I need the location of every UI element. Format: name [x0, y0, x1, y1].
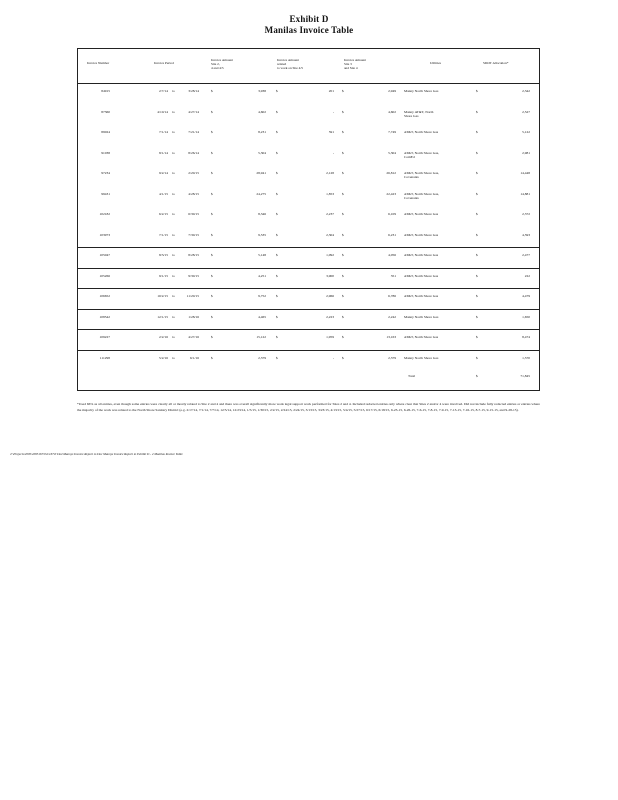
invoice-amount: 8,231 [258, 130, 266, 134]
sdot-allocation: 2,342 [522, 89, 530, 93]
period-end: 4/28/15 [188, 191, 199, 196]
sdot-allocation: 14,881 [520, 191, 530, 196]
currency-symbol: $ [276, 171, 278, 175]
period-start: 9/2/14 [159, 171, 168, 175]
currency-symbol: $ [276, 232, 278, 237]
header-invoice-period: Invoice Period [154, 61, 174, 65]
related-amount: 2,949 [388, 89, 396, 93]
period-end: 8/28/15 [188, 253, 199, 257]
period-end: 6/30/15 [188, 212, 199, 216]
utilities: Manny North Shore Gas [404, 314, 439, 319]
period-to: to [172, 212, 175, 216]
period-to: to [172, 294, 175, 298]
invoice-number: 108542 [99, 314, 110, 319]
sdot-allocation: 14,448 [520, 171, 530, 175]
related-amount: 13,163 [386, 335, 396, 339]
currency-symbol: $ [342, 314, 344, 319]
invoice-number: 99431 [101, 191, 110, 196]
work-amount: - [332, 150, 334, 155]
currency-symbol: $ [342, 294, 344, 298]
currency-symbol: $ [276, 355, 278, 360]
currency-symbol: $ [276, 150, 278, 155]
utilities: Manny North Shore Gas [404, 89, 439, 93]
utilities: AT&T, North Shore Gas [404, 294, 439, 298]
period-start: 7/1/14 [159, 130, 168, 134]
work-amount: 2,966 [326, 294, 334, 298]
utilities: AT&T, North Shore Gas, Covenants [404, 171, 440, 180]
invoice-amount: 9,752 [258, 294, 266, 298]
invoice-amount: 4,465 [258, 314, 266, 319]
currency-symbol: $ [342, 130, 344, 134]
total-label: Total [408, 374, 416, 378]
invoice-number: 105047 [99, 253, 110, 257]
work-amount: 2,223 [326, 314, 334, 319]
header-related-site: Invoice Amount Site 3 and Site 4 [344, 58, 366, 71]
related-amount: 2,379 [388, 355, 396, 360]
currency-symbol: $ [211, 150, 213, 155]
currency-symbol: $ [342, 191, 344, 196]
period-end: 6/1/16 [190, 355, 199, 360]
utilities: AT&T, North Shore Gas [404, 130, 439, 134]
period-to: to [172, 273, 175, 278]
currency-symbol: $ [476, 191, 478, 196]
sdot-allocation: 2,372 [522, 212, 530, 216]
currency-symbol: $ [342, 109, 344, 114]
invoice-amount: 28,941 [256, 171, 266, 175]
table-row [78, 274, 539, 288]
total-value: 71,845 [520, 374, 530, 378]
related-amount: 5,304 [388, 150, 396, 155]
sdot-allocation: 1,650 [522, 314, 530, 319]
currency-symbol: $ [342, 89, 344, 93]
currency-symbol: $ [211, 232, 213, 237]
currency-symbol: $ [211, 212, 213, 216]
table-row [78, 233, 539, 247]
invoice-number: 109227 [99, 335, 110, 339]
work-amount: 2,237 [326, 212, 334, 216]
header-invoice-amount-sites: Invoice Amount Site 2, 4 and 4/5 [211, 58, 233, 71]
header-invoice-number: Invoice Number [87, 61, 110, 65]
currency-symbol: $ [211, 171, 213, 175]
currency-symbol: $ [476, 294, 478, 298]
table-row [78, 253, 539, 267]
invoice-amount: 4,602 [258, 109, 266, 114]
period-to: to [172, 355, 175, 360]
work-amount: - [332, 355, 334, 360]
utilities: Manny North Shore Gas [404, 355, 439, 360]
period-start: 6/2/15 [159, 212, 168, 216]
invoice-group [78, 288, 539, 310]
currency-symbol: $ [476, 150, 478, 155]
period-start: 5/2/16 [159, 355, 168, 360]
period-start: 12/1/15 [157, 314, 168, 319]
currency-symbol: $ [342, 273, 344, 278]
currency-symbol: $ [211, 109, 213, 114]
invoice-group [78, 268, 539, 290]
sdot-allocation: 8,474 [522, 335, 530, 339]
utilities: AT&T, North Shore Gas [404, 273, 439, 278]
title-line-2: Manilas Invoice Table [264, 25, 354, 35]
period-start: 2/7/14 [159, 89, 168, 93]
table-row [78, 130, 539, 144]
table-header [78, 49, 539, 84]
period-to: to [172, 150, 175, 155]
invoice-number: 87360 [101, 109, 110, 114]
invoice-number: 105266 [99, 273, 110, 278]
currency-symbol: $ [342, 212, 344, 216]
period-start: 7/1/15 [159, 232, 168, 237]
related-amount: 6,109 [388, 212, 396, 216]
period-start: 2/2/16 [159, 335, 168, 339]
table-row [78, 151, 539, 165]
invoice-number: 97234 [101, 171, 110, 175]
invoice-number: 89024 [101, 130, 110, 134]
invoice-number: 106652 [99, 294, 110, 298]
table-row [78, 110, 539, 124]
sdot-allocation: 222 [524, 273, 530, 278]
period-end: 9/30/15 [188, 273, 199, 278]
related-amount: 26,812 [386, 171, 396, 175]
sdot-allocation: 2,981 [522, 150, 530, 155]
sdot-allocation: 4,593 [522, 232, 530, 237]
period-end: 2/20/15 [188, 171, 199, 175]
currency-symbol: $ [211, 355, 213, 360]
table-row [78, 192, 539, 206]
work-amount: 2,128 [326, 171, 334, 175]
period-to: to [172, 314, 175, 319]
invoice-amount: 5,148 [258, 253, 266, 257]
period-to: to [172, 89, 175, 93]
currency-symbol: $ [342, 335, 344, 339]
related-amount: 351 [390, 273, 396, 278]
table-row [78, 212, 539, 226]
utilities: AT&T, North Shore Gas [404, 253, 439, 257]
currency-symbol: $ [276, 212, 278, 216]
invoice-amount: 15,122 [256, 335, 266, 339]
currency-symbol: $ [476, 89, 478, 93]
work-amount: 1,853 [326, 191, 334, 196]
period-end: 4/27/16 [188, 335, 199, 339]
total-row [78, 374, 539, 388]
currency-symbol: $ [476, 374, 478, 378]
title-line-1: Exhibit D [289, 14, 329, 24]
period-end: 7/21/14 [188, 130, 199, 134]
work-amount: - [332, 109, 334, 114]
related-amount: 6,786 [388, 294, 396, 298]
currency-symbol: $ [476, 273, 478, 278]
invoice-amount: 8,346 [258, 212, 266, 216]
currency-symbol: $ [476, 171, 478, 175]
utilities: AT&T, North Shore Gas [404, 212, 439, 216]
period-end: 4/27/14 [188, 109, 199, 114]
period-start: 4/1/15 [159, 191, 168, 196]
period-end: 3/28/14 [188, 89, 199, 93]
invoice-amount: 2,379 [258, 355, 266, 360]
invoice-amount: 9,535 [258, 232, 266, 237]
currency-symbol: $ [476, 232, 478, 237]
invoice-group [78, 83, 539, 248]
period-end: 11/20/15 [186, 294, 199, 298]
currency-symbol: $ [276, 253, 278, 257]
currency-symbol: $ [211, 253, 213, 257]
currency-symbol: $ [211, 89, 213, 93]
invoice-group [78, 309, 539, 331]
currency-symbol: $ [342, 355, 344, 360]
invoice-amount: 4,251 [258, 273, 266, 278]
period-to: to [172, 130, 175, 134]
invoice-amount: 24,275 [256, 191, 266, 196]
period-start: 4/10/14 [157, 109, 168, 114]
invoice-amount: 5,304 [258, 150, 266, 155]
header-work-on-site: Invoice Amount related to work on Site 4/5 [277, 58, 303, 71]
table-row [78, 335, 539, 349]
currency-symbol: $ [476, 130, 478, 134]
period-to: to [172, 232, 175, 237]
currency-symbol: $ [476, 212, 478, 216]
related-amount: 7,749 [388, 130, 396, 134]
work-amount: 1,959 [326, 335, 334, 339]
utilities: AT&T, North Shore Gas, ComEd [404, 150, 440, 159]
invoice-amount: 3,938 [258, 89, 266, 93]
currency-symbol: $ [476, 253, 478, 257]
period-to: to [172, 191, 175, 196]
invoice-group [78, 329, 539, 351]
footnote: *Used 66% as all entries, even though some entries were clearly all or mostly related to Site 2 and 4 and there was overall significantly more work legal support work performed for Sites 2 and 4. Included redacted entries only where clear that Sites 2 and/or 4 were involved. Did not include fully redacted entries or entries where the majority of the work was related to the North Shore Sanitary District (e.g. 2/17/14, 7/1/14, 7/7/14, 12/5/14, 12/23/14, 1/5/15, 1/30/15, 2/2/15, 2/24/15, 2/24/15, 3/13/15, 3/23/15, 4/13/15, 5/4/15, 5/27/15, 6/17/15, 6/18/15, 6-23-15, 6-26-15, 7-6-15, 7-8-15, 7-9-15, 7-13-15, 7-16-15, 8-7-15, 9-15-15, and 9-28-15). [77, 402, 540, 412]
currency-symbol: $ [276, 191, 278, 196]
invoice-number: 102182 [99, 212, 110, 216]
table-row [78, 315, 539, 329]
utilities: AT&T, North Shore Gas [404, 335, 439, 339]
related-amount: 4,056 [388, 253, 396, 257]
currency-symbol: $ [476, 109, 478, 114]
currency-symbol: $ [276, 109, 278, 114]
currency-symbol: $ [342, 150, 344, 155]
sdot-allocation: 4,479 [522, 294, 530, 298]
related-amount: 6,231 [388, 232, 396, 237]
currency-symbol: $ [476, 314, 478, 319]
period-end: 8/26/14 [188, 150, 199, 155]
invoice-number: 103973 [99, 232, 110, 237]
currency-symbol: $ [211, 335, 213, 339]
work-amount: 2,304 [326, 232, 334, 237]
invoice-number: 91038 [101, 150, 110, 155]
invoice-number: 111298 [99, 355, 110, 360]
currency-symbol: $ [211, 130, 213, 134]
currency-symbol: $ [276, 130, 278, 134]
period-to: to [172, 253, 175, 257]
utilities: AT&T, North Shore Gas, Covenants [404, 191, 440, 200]
currency-symbol: $ [211, 294, 213, 298]
currency-symbol: $ [211, 273, 213, 278]
header-utilities: Utilities [430, 61, 441, 65]
table-row [78, 171, 539, 185]
file-path: J:\Projects\2005\2005167\0\2\167\0 Doc\Mannys Invoice Report to Doc Mannys Invoice Report to Exhibit D - 2 Manilas Invoice Table [10, 452, 183, 456]
header-sdot-allocation: SDOT Allocation* [483, 61, 509, 65]
currency-symbol: $ [211, 191, 213, 196]
sdot-allocation: 5,122 [522, 130, 530, 134]
document-title [0, 14, 618, 36]
sdot-allocation: 2,477 [522, 253, 530, 257]
sdot-allocation: 1,570 [522, 355, 530, 360]
currency-symbol: $ [276, 335, 278, 339]
period-to: to [172, 109, 175, 114]
related-amount: 22,423 [386, 191, 396, 196]
currency-symbol: $ [342, 232, 344, 237]
currency-symbol: $ [342, 171, 344, 175]
related-amount: 2,242 [388, 314, 396, 319]
sdot-allocation: 2,527 [522, 109, 530, 114]
related-amount: 4,602 [388, 109, 396, 114]
work-amount: 3,900 [326, 273, 334, 278]
table-row [78, 294, 539, 308]
utilities: AT&T, North Shore Gas [404, 232, 439, 237]
period-start: 8/3/15 [159, 253, 168, 257]
period-to: to [172, 171, 175, 175]
period-start: 9/1/15 [159, 273, 168, 278]
currency-symbol: $ [276, 89, 278, 93]
currency-symbol: $ [476, 355, 478, 360]
work-amount: 201 [328, 89, 334, 93]
period-to: to [172, 335, 175, 339]
currency-symbol: $ [342, 253, 344, 257]
currency-symbol: $ [276, 314, 278, 319]
currency-symbol: $ [211, 314, 213, 319]
work-amount: 591 [328, 130, 334, 134]
period-end: 1/28/16 [188, 314, 199, 319]
period-start: 10/2/15 [157, 294, 168, 298]
invoice-table [77, 48, 540, 391]
invoice-number: 84915 [101, 89, 110, 93]
period-start: 8/1/14 [159, 150, 168, 155]
invoice-group [78, 350, 539, 383]
currency-symbol: $ [476, 335, 478, 339]
invoice-group [78, 247, 539, 269]
currency-symbol: $ [276, 294, 278, 298]
currency-symbol: $ [276, 273, 278, 278]
table-row [78, 356, 539, 370]
period-end: 7/30/15 [188, 232, 199, 237]
utilities: Manny AT&T, North Shore Gas [404, 109, 434, 118]
work-amount: 1,092 [326, 253, 334, 257]
table-row [78, 89, 539, 103]
